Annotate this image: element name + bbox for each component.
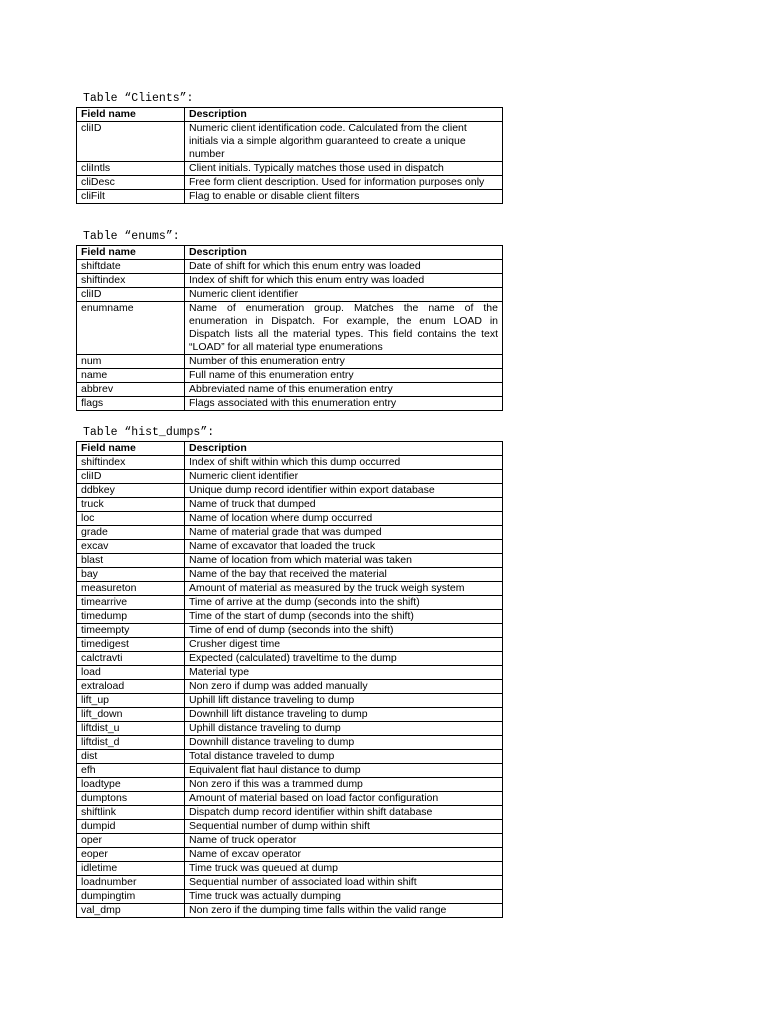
- description-cell: Index of shift within which this dump occurred: [185, 456, 503, 470]
- description-cell: Downhill lift distance traveling to dump: [185, 708, 503, 722]
- table-row: [77, 397, 503, 411]
- column-header-description: Description: [185, 246, 503, 260]
- field-name-cell: liftdist_u: [77, 722, 185, 736]
- field-name-cell: ddbkey: [77, 484, 185, 498]
- field-name-cell: blast: [77, 554, 185, 568]
- table-row: [77, 610, 503, 624]
- field-name-cell: dist: [77, 750, 185, 764]
- description-cell: Unique dump record identifier within export database: [185, 484, 503, 498]
- description-cell: Free form client description. Used for information purposes only: [185, 176, 503, 190]
- table-header-row: [77, 442, 503, 456]
- description-cell: Dispatch dump record identifier within shift database: [185, 806, 503, 820]
- table-row: [77, 708, 503, 722]
- table-row: [77, 162, 503, 176]
- description-cell: Crusher digest time: [185, 638, 503, 652]
- field-name-cell: abbrev: [77, 383, 185, 397]
- description-cell: Flag to enable or disable client filters: [185, 190, 503, 204]
- description-cell: Time of the start of dump (seconds into the shift): [185, 610, 503, 624]
- table-row: [77, 526, 503, 540]
- description-cell: Client initials. Typically matches those used in dispatch: [185, 162, 503, 176]
- enums-table-section: [76, 230, 502, 411]
- description-cell: Downhill distance traveling to dump: [185, 736, 503, 750]
- field-name-cell: cliIntls: [77, 162, 185, 176]
- table-row: [77, 624, 503, 638]
- table-header-row: [77, 108, 503, 122]
- table-row: [77, 484, 503, 498]
- description-cell: Index of shift for which this enum entry was loaded: [185, 274, 503, 288]
- description-cell: Total distance traveled to dump: [185, 750, 503, 764]
- field-name-cell: timearrive: [77, 596, 185, 610]
- description-cell: Non zero if this was a trammed dump: [185, 778, 503, 792]
- description-cell: Time of end of dump (seconds into the shift): [185, 624, 503, 638]
- field-name-cell: cliID: [77, 470, 185, 484]
- table-row: [77, 722, 503, 736]
- field-name-cell: calctravti: [77, 652, 185, 666]
- description-cell: Non zero if the dumping time falls within the valid range: [185, 904, 503, 918]
- table-row: [77, 383, 503, 397]
- table-row: [77, 694, 503, 708]
- table-row: [77, 190, 503, 204]
- table-header-row: [77, 246, 503, 260]
- table-row: [77, 260, 503, 274]
- description-cell: Name of excavator that loaded the truck: [185, 540, 503, 554]
- description-cell: Name of excav operator: [185, 848, 503, 862]
- description-cell: Abbreviated name of this enumeration entry: [185, 383, 503, 397]
- table-row: [77, 652, 503, 666]
- hist-dumps-table-caption: Table “hist_dumps”:: [83, 426, 215, 439]
- table-row: [77, 512, 503, 526]
- field-name-cell: liftdist_d: [77, 736, 185, 750]
- description-cell: Uphill lift distance traveling to dump: [185, 694, 503, 708]
- field-name-cell: loc: [77, 512, 185, 526]
- column-header-field-name: Field name: [77, 246, 185, 260]
- description-cell: Name of location where dump occurred: [185, 512, 503, 526]
- table-row: [77, 764, 503, 778]
- table-row: [77, 470, 503, 484]
- field-name-cell: dumptons: [77, 792, 185, 806]
- description-cell: Time truck was queued at dump: [185, 862, 503, 876]
- column-header-field-name: Field name: [77, 442, 185, 456]
- description-cell: Amount of material based on load factor configuration: [185, 792, 503, 806]
- field-name-cell: dumpingtim: [77, 890, 185, 904]
- field-name-cell: timeempty: [77, 624, 185, 638]
- field-name-cell: shiftindex: [77, 274, 185, 288]
- description-cell: Flags associated with this enumeration entry: [185, 397, 503, 411]
- field-name-cell: shiftlink: [77, 806, 185, 820]
- table-row: [77, 176, 503, 190]
- field-name-cell: extraload: [77, 680, 185, 694]
- field-name-cell: bay: [77, 568, 185, 582]
- table-row: [77, 848, 503, 862]
- field-name-cell: enumname: [77, 302, 185, 355]
- table-row: [77, 876, 503, 890]
- field-name-cell: loadnumber: [77, 876, 185, 890]
- field-name-cell: lift_down: [77, 708, 185, 722]
- enums-table: [76, 245, 503, 411]
- field-name-cell: timedump: [77, 610, 185, 624]
- field-name-cell: truck: [77, 498, 185, 512]
- table-row: [77, 582, 503, 596]
- description-cell: Name of the bay that received the material: [185, 568, 503, 582]
- description-cell: Name of truck operator: [185, 834, 503, 848]
- hist-dumps-table-body: [77, 456, 503, 918]
- field-name-cell: excav: [77, 540, 185, 554]
- description-cell: Name of location from which material was taken: [185, 554, 503, 568]
- description-cell: Amount of material as measured by the truck weigh system: [185, 582, 503, 596]
- table-row: [77, 369, 503, 383]
- clients-table: [76, 107, 503, 204]
- table-row: [77, 554, 503, 568]
- enums-table-caption: Table “enums”:: [83, 230, 180, 243]
- description-cell: Sequential number of associated load within shift: [185, 876, 503, 890]
- description-cell: Sequential number of dump within shift: [185, 820, 503, 834]
- table-row: [77, 288, 503, 302]
- description-cell: Expected (calculated) traveltime to the dump: [185, 652, 503, 666]
- field-name-cell: cliFilt: [77, 190, 185, 204]
- description-cell: Numeric client identification code. Calculated from the client initials via a simple algorithm guaranteed to create a unique number: [185, 122, 503, 162]
- table-row: [77, 680, 503, 694]
- description-cell: Numeric client identifier: [185, 470, 503, 484]
- field-name-cell: idletime: [77, 862, 185, 876]
- field-name-cell: dumpid: [77, 820, 185, 834]
- description-cell: Equivalent flat haul distance to dump: [185, 764, 503, 778]
- table-row: [77, 540, 503, 554]
- table-row: [77, 904, 503, 918]
- field-name-cell: loadtype: [77, 778, 185, 792]
- description-cell: Material type: [185, 666, 503, 680]
- field-name-cell: lift_up: [77, 694, 185, 708]
- table-row: [77, 666, 503, 680]
- clients-table-section: [76, 92, 502, 204]
- field-name-cell: val_dmp: [77, 904, 185, 918]
- field-name-cell: eoper: [77, 848, 185, 862]
- description-cell: Uphill distance traveling to dump: [185, 722, 503, 736]
- description-cell: Numeric client identifier: [185, 288, 503, 302]
- table-row: [77, 302, 503, 355]
- description-cell: Date of shift for which this enum entry was loaded: [185, 260, 503, 274]
- table-row: [77, 736, 503, 750]
- field-name-cell: name: [77, 369, 185, 383]
- field-name-cell: shiftdate: [77, 260, 185, 274]
- table-row: [77, 890, 503, 904]
- description-cell: Non zero if dump was added manually: [185, 680, 503, 694]
- field-name-cell: cliID: [77, 122, 185, 162]
- column-header-description: Description: [185, 442, 503, 456]
- table-row: [77, 792, 503, 806]
- field-name-cell: load: [77, 666, 185, 680]
- description-cell: Time truck was actually dumping: [185, 890, 503, 904]
- field-name-cell: shiftindex: [77, 456, 185, 470]
- table-row: [77, 638, 503, 652]
- table-row: [77, 498, 503, 512]
- field-name-cell: cliDesc: [77, 176, 185, 190]
- table-row: [77, 355, 503, 369]
- field-name-cell: measureton: [77, 582, 185, 596]
- column-header-description: Description: [185, 108, 503, 122]
- description-cell: Name of truck that dumped: [185, 498, 503, 512]
- clients-table-caption: Table “Clients”:: [83, 92, 194, 105]
- table-row: [77, 820, 503, 834]
- table-row: [77, 778, 503, 792]
- description-cell: Name of material grade that was dumped: [185, 526, 503, 540]
- hist-dumps-table-section: [76, 426, 502, 918]
- field-name-cell: flags: [77, 397, 185, 411]
- field-name-cell: timedigest: [77, 638, 185, 652]
- table-row: [77, 274, 503, 288]
- field-name-cell: cliID: [77, 288, 185, 302]
- description-cell: Full name of this enumeration entry: [185, 369, 503, 383]
- field-name-cell: efh: [77, 764, 185, 778]
- table-row: [77, 862, 503, 876]
- description-cell: Time of arrive at the dump (seconds into the shift): [185, 596, 503, 610]
- field-name-cell: grade: [77, 526, 185, 540]
- column-header-field-name: Field name: [77, 108, 185, 122]
- table-row: [77, 456, 503, 470]
- table-row: [77, 834, 503, 848]
- table-row: [77, 806, 503, 820]
- field-name-cell: num: [77, 355, 185, 369]
- field-name-cell: oper: [77, 834, 185, 848]
- description-cell: Number of this enumeration entry: [185, 355, 503, 369]
- table-row: [77, 596, 503, 610]
- table-row: [77, 568, 503, 582]
- hist-dumps-table: [76, 441, 503, 918]
- table-row: [77, 122, 503, 162]
- description-cell: Name of enumeration group. Matches the name of the enumeration in Dispatch. For example, the enum LOAD in Dispatch lists all the material types. This field contains the text “LOAD” for all material type enumerations: [185, 302, 503, 355]
- table-row: [77, 750, 503, 764]
